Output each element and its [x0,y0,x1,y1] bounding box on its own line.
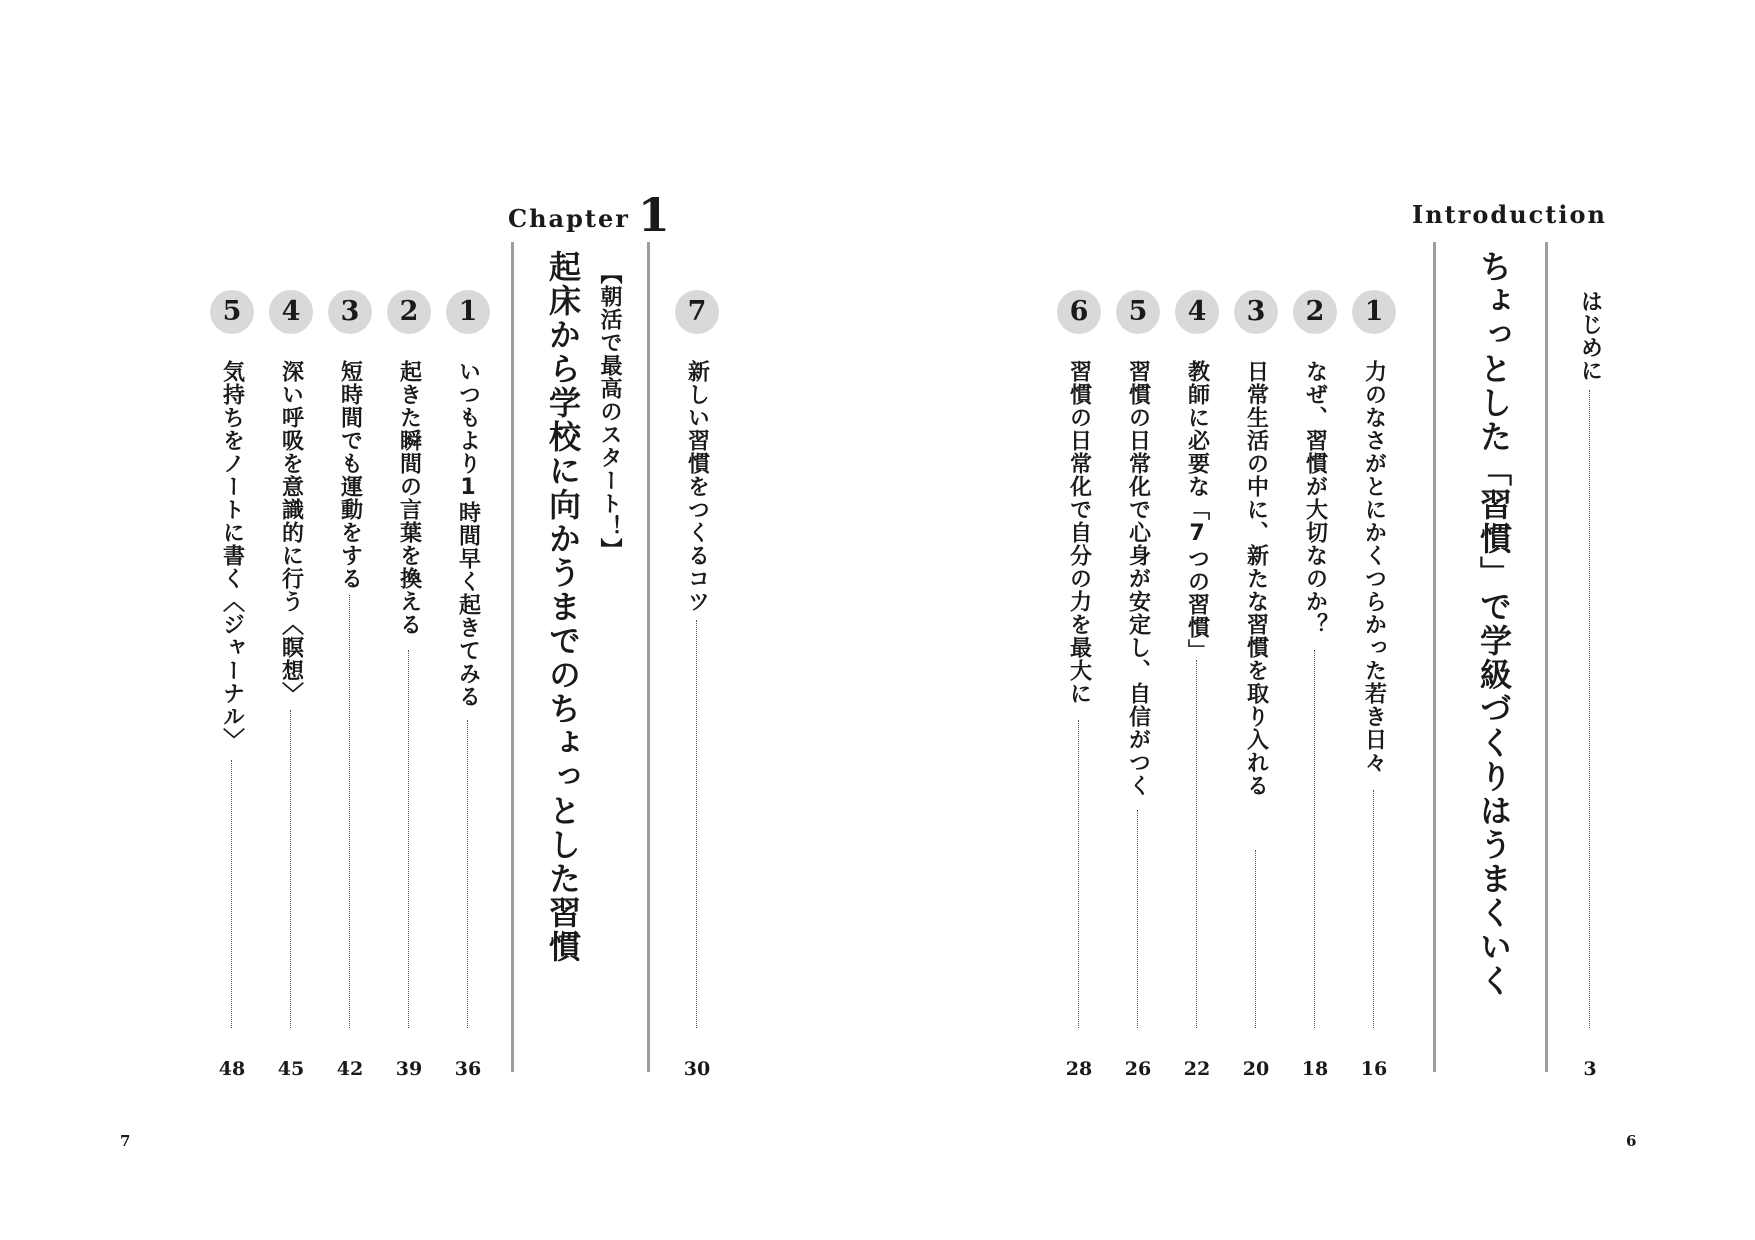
chapter-heading-word: Chapter [508,204,630,233]
toc-entry-page: 30 [683,1058,711,1080]
toc-entry-title: 深い呼吸を意識的に行う〈瞑想〉 [278,360,304,705]
toc-entry-title: 力のなさがとにかくつらかった若き日々 [1361,360,1387,774]
toc-entry-page: 16 [1360,1058,1388,1080]
toc-entry-page: 45 [277,1058,305,1080]
intro-rule-right [1545,242,1548,1072]
toc-entry-number-badge: 4 [269,290,313,334]
toc-entry-prev-7[interactable] [672,290,722,1080]
toc-leader-dots [1078,720,1079,1028]
introduction-heading: Introduction [1412,200,1607,229]
toc-entry-intro-2[interactable] [1290,290,1340,1080]
toc-entry-title: 日常生活の中に、新たな習慣を取り入れる [1243,360,1269,797]
toc-entry-title: いつもより1時間早く起きてみる [455,360,481,708]
toc-entry-foreword[interactable] [1565,290,1615,1080]
chapter-heading [508,188,672,242]
toc-entry-ch1-4[interactable] [266,290,316,1080]
chapter-heading-number: 1 [637,188,672,242]
toc-entry-number-badge: 5 [210,290,254,334]
toc-entry-title: 教師に必要な「7つの習慣」 [1184,360,1210,662]
toc-entry-ch1-3[interactable] [325,290,375,1080]
toc-entry-intro-4[interactable] [1172,290,1222,1080]
chapter-title: 起床から学校に向かうまでのちょっとした習慣 [544,250,582,964]
toc-entry-intro-6[interactable] [1054,290,1104,1080]
toc-entry-number-badge: 5 [1116,290,1160,334]
chapter-rule-right [647,242,650,1072]
toc-entry-page: 3 [1583,1058,1597,1080]
toc-entry-number-badge: 7 [675,290,719,334]
toc-leader-dots [408,650,409,1028]
toc-entry-page: 48 [218,1058,246,1080]
toc-entry-title: はじめに [1577,290,1603,382]
toc-entry-title: 起きた瞬間の言葉を換える [396,360,422,636]
toc-leader-dots [290,710,291,1028]
toc-leader-dots [696,620,697,1028]
introduction-title: ちょっとした「習慣」で学級づくりはうまくいく [1475,250,1513,998]
toc-entry-number-badge: 4 [1175,290,1219,334]
toc-entry-page: 42 [336,1058,364,1080]
toc-entry-intro-1[interactable] [1349,290,1399,1080]
toc-entry-title: 気持ちをノートに書く〈ジャーナル〉 [219,360,245,751]
intro-rule-left [1433,242,1436,1072]
toc-entry-page: 26 [1124,1058,1152,1080]
toc-entry-number-badge: 3 [328,290,372,334]
right-page-number: 6 [1626,1132,1637,1150]
toc-entry-page: 28 [1065,1058,1093,1080]
toc-entry-number-badge: 6 [1057,290,1101,334]
toc-leader-dots [467,720,468,1028]
toc-entry-title: 習慣の日常化で心身が安定し、自信がつく [1125,360,1151,797]
toc-leader-dots [1314,650,1315,1028]
toc-leader-dots [349,595,350,1028]
toc-entry-number-badge: 2 [387,290,431,334]
toc-entry-title: 短時間でも運動をする [337,360,363,590]
toc-entry-page: 39 [395,1058,423,1080]
toc-entry-number-badge: 2 [1293,290,1337,334]
toc-entry-number-badge: 1 [1352,290,1396,334]
toc-entry-title: なぜ、習慣が大切なのか？ [1302,360,1328,636]
left-page-number: 7 [120,1132,131,1150]
toc-leader-dots [231,760,232,1028]
toc-entry-page: 22 [1183,1058,1211,1080]
chapter-subtitle: 【朝活で最高のスタート！】 [597,262,622,561]
toc-entry-intro-3[interactable] [1231,290,1281,1080]
toc-leader-dots [1373,790,1374,1028]
toc-entry-page: 18 [1301,1058,1329,1080]
toc-entry-number-badge: 3 [1234,290,1278,334]
toc-entry-title: 新しい習慣をつくるコツ [684,360,710,613]
toc-leader-dots [1137,810,1138,1028]
toc-entry-page: 20 [1242,1058,1270,1080]
toc-entry-ch1-1[interactable] [443,290,493,1080]
toc-entry-number-badge: 1 [446,290,490,334]
toc-entry-title: 習慣の日常化で自分の力を最大に [1066,360,1092,705]
toc-entry-ch1-5[interactable] [207,290,257,1080]
toc-leader-dots [1196,660,1197,1028]
toc-leader-dots [1589,390,1590,1028]
toc-entry-intro-5[interactable] [1113,290,1163,1080]
toc-entry-page: 36 [454,1058,482,1080]
chapter-rule-left [511,242,514,1072]
toc-entry-ch1-2[interactable] [384,290,434,1080]
toc-leader-dots [1255,850,1256,1028]
